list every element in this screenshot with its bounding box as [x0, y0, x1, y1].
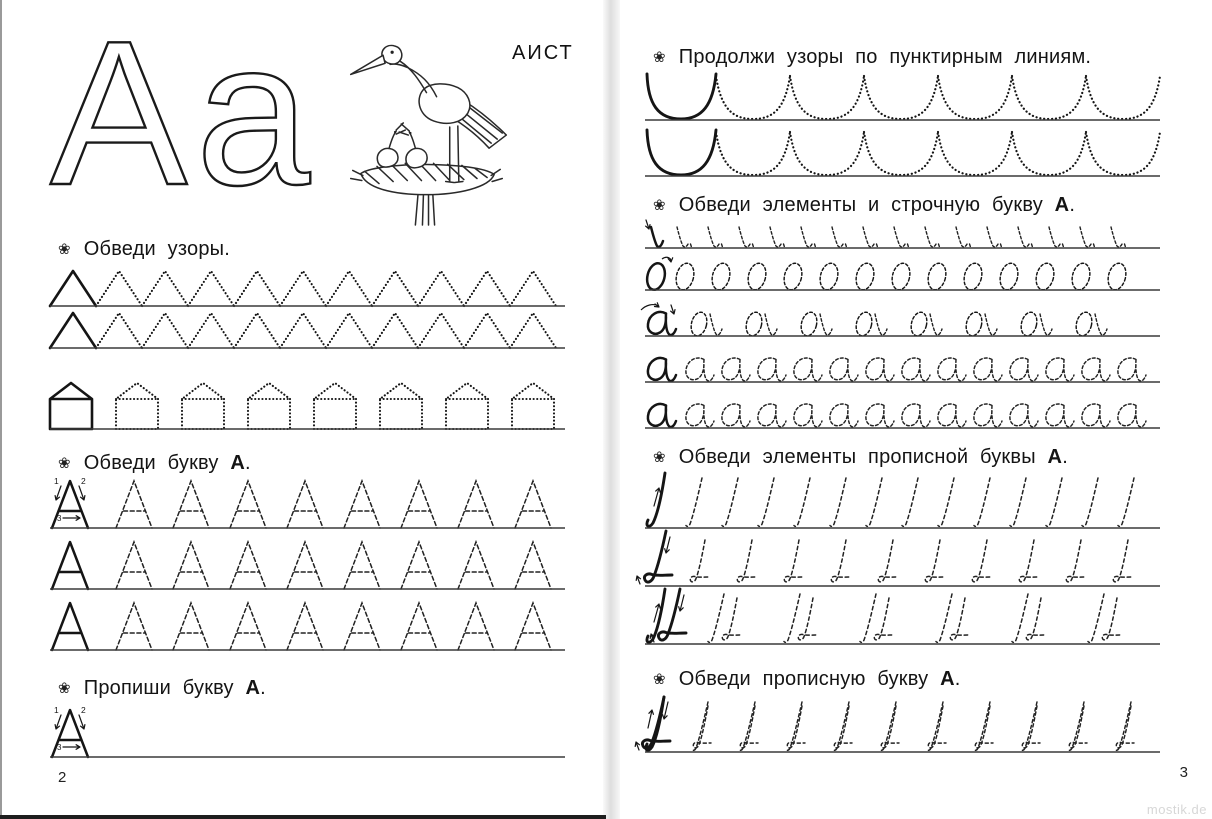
instruction-trace-capital-elements — [653, 444, 1190, 470]
instruction-continue-patterns — [653, 44, 1190, 70]
instruction-text: Обведи букву А. — [83, 451, 251, 474]
instruction-trace-capital — [653, 666, 1190, 692]
flower-bullet-icon: ❀ — [653, 195, 666, 214]
page-number-left: 2 — [58, 769, 67, 786]
svg-text:3: 3 — [57, 514, 62, 523]
flower-bullet-icon: ❀ — [58, 239, 71, 258]
big-outline-letters-Aa — [48, 26, 360, 198]
instruction-text: Обведи элементы прописной буквы А. — [678, 445, 1068, 468]
flower-bullet-icon: ❀ — [58, 453, 71, 472]
practice-row-house — [35, 376, 570, 434]
scan-left-edge — [0, 0, 2, 819]
practice-row-scallop — [630, 70, 1165, 126]
lowercase-rows — [645, 218, 1190, 436]
practice-row-scallop — [630, 126, 1165, 182]
practice-row-hook-i — [630, 218, 1165, 256]
svg-text:3: 3 — [57, 743, 62, 752]
flower-bullet-icon: ❀ — [653, 447, 666, 466]
page-number-right: 3 — [1179, 764, 1188, 781]
svg-text:2: 2 — [81, 705, 86, 715]
instruction-text: Обведи элементы и строчную букву А. — [678, 193, 1076, 216]
practice-row-capital-a — [630, 692, 1165, 764]
practice-row-capital-strokes-12 — [630, 582, 1165, 652]
practice-row-a-i-pair — [630, 298, 1165, 344]
capital-letter-rows — [645, 692, 1190, 764]
instruction-write-letter — [58, 675, 585, 701]
instruction-trace-letter — [58, 450, 585, 476]
write-letter-rows — [50, 705, 585, 765]
practice-row-zigzag — [35, 302, 570, 352]
flower-bullet-icon: ❀ — [653, 669, 666, 688]
practice-row-print-a — [35, 476, 570, 533]
right-page — [620, 0, 1210, 819]
practice-row-write-line — [35, 705, 570, 765]
practice-row-cursive-a — [630, 390, 1165, 436]
continue-pattern-rows — [645, 70, 1190, 182]
svg-text:1: 1 — [54, 476, 59, 486]
instruction-text: Обведи узоры. — [83, 237, 231, 260]
letter-hero-block — [50, 0, 585, 230]
pattern-rows — [50, 260, 585, 434]
scan-bottom-edge — [0, 815, 606, 819]
practice-row-oval-o — [630, 256, 1165, 298]
practice-row-print-a — [35, 598, 570, 655]
practice-row-print-a — [35, 537, 570, 594]
practice-row-cursive-a — [630, 344, 1165, 390]
book-gutter-shadow — [603, 0, 620, 819]
svg-text:1: 1 — [54, 705, 59, 715]
capital-element-rows — [645, 470, 1190, 652]
instruction-trace-patterns — [58, 236, 585, 262]
trace-letter-rows — [50, 476, 585, 655]
instruction-trace-lowercase — [653, 192, 1190, 218]
instruction-text: Продолжи узоры по пунктирным линиям. — [678, 45, 1092, 68]
svg-text:2: 2 — [81, 476, 86, 486]
stork-illustration — [336, 30, 518, 228]
svg-text:Аа: Аа — [50, 26, 317, 198]
instruction-text: Пропиши букву А. — [83, 676, 266, 699]
instruction-text: Обведи прописную букву А. — [678, 667, 961, 690]
flower-bullet-icon: ❀ — [58, 678, 71, 697]
flower-bullet-icon: ❀ — [653, 47, 666, 66]
word-label-aist: АИСТ — [512, 42, 574, 64]
left-page — [2, 0, 603, 819]
watermark: mostik.de — [1146, 802, 1207, 817]
